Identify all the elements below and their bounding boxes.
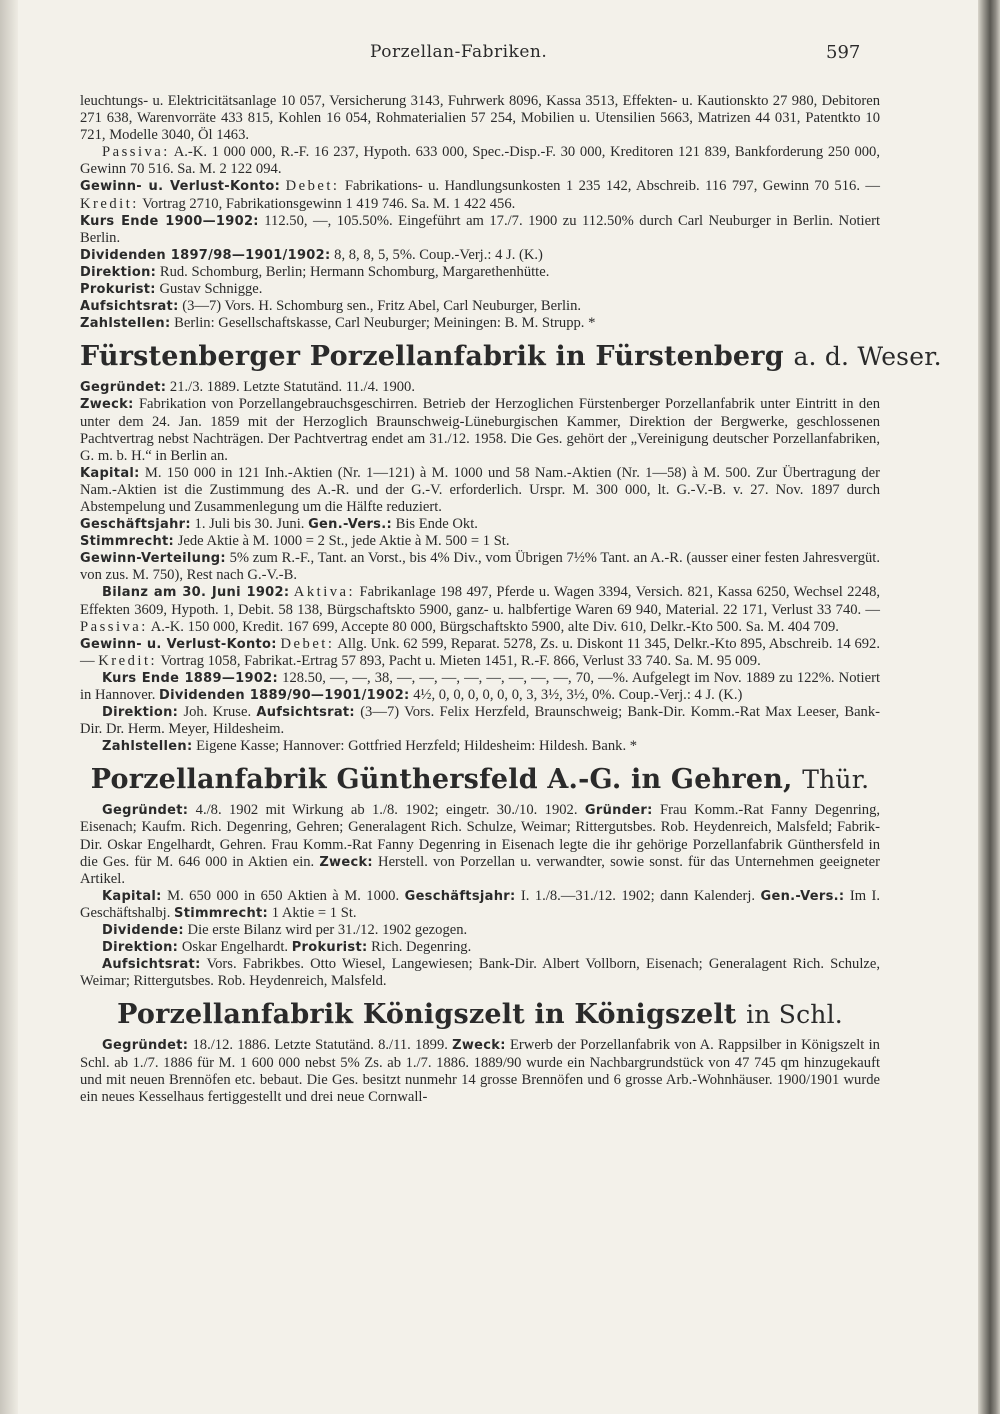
guv-debet-text: Fabrikations- u. Handlungsunkosten 1 235 142, Abschreib. 116 797, Gewinn 70 516. — xyxy=(344,178,880,195)
entry1-zahlstellen xyxy=(80,315,880,332)
gruender-label: Gründer: xyxy=(584,803,653,819)
prokurist-text: Rich. Degenring. xyxy=(371,939,472,956)
entry3-aufsichtsrat xyxy=(80,956,880,990)
entry1-aufsichtsrat xyxy=(80,298,880,315)
company-location: in Schl. xyxy=(746,1000,843,1030)
entry2-kurs xyxy=(80,670,880,704)
entry1-passiva xyxy=(80,144,880,178)
dividende-text: Die erste Bilanz wird per 31./12. 1902 gezogen. xyxy=(187,922,468,939)
entry1-guv xyxy=(80,178,880,212)
genvers-text: Im I. Geschäftshalbj. xyxy=(80,887,881,921)
ar-text: (3—7) Vors. Felix Herzfeld, Braunschweig; Bank-Dir. Komm.-Rat Max Leeser, Bank-Dir. Dr. Herm. Meyer, Hildesheim. xyxy=(80,704,881,738)
gegruendet-text: 4./8. 1902 mit Wirkung ab 1./8. 1902; eingetr. 30./10. 1902. xyxy=(195,802,578,819)
direktion-label: Direktion: xyxy=(80,264,157,280)
company-location: Thür. xyxy=(802,765,870,795)
company-heading-guenthersfeld xyxy=(80,763,880,797)
guv-label: Gewinn- u. Verlust-Konto: xyxy=(80,636,277,652)
zweck-label: Zweck: xyxy=(80,397,134,413)
zweck-text: Herstell. von Porzellan u. verwandter, sowie sonst. für das Unternehmen geeigneter Artikel. xyxy=(80,853,880,887)
passiva-label: Passiva: xyxy=(102,144,170,161)
entry2-zahlstellen xyxy=(80,738,880,755)
entry3-dividende xyxy=(80,922,880,939)
direktion-text: Oskar Engelhardt. xyxy=(181,939,289,956)
ar-text: Vors. Fabrikbes. Otto Wiesel, Langewiesen; Bank-Dir. Albert Vollborn, Eisenach; Generalagent Rich. Schulze, Weimar; Rittergutsbes. Rob. Heydenreich, Malsfeld. xyxy=(80,956,880,990)
passiva-text: A.-K. 1 000 000, R.-F. 16 237, Hypoth. 633 000, Spec.-Disp.-F. 30 000, Kreditoren 121 839, Bankforderung 250 000, Gewinn 70 516. Sa. M. 2 122 094. xyxy=(80,144,880,178)
entry1-aktiva-continuation: leuchtungs- u. Elektricitätsanlage 10 057, Versicherung 3143, Fuhrwerk 8096, Kassa 3513, Effekten- u. Kautionskto 27 980, Debitoren 271 638, Warenvorräte 433 815, Kohlen 16 054, Rohmaterialien 57 254, Mobilien u. Utensilien 5663, Matrizen 44 031, Patentkto 10 721, Modelle 3040, Öl 1463. xyxy=(80,93,880,144)
kurs-label: Kurs Ende 1889—1902: xyxy=(102,670,279,686)
company-location: a. d. Weser. xyxy=(793,342,942,372)
zahl-text: Eigene Kasse; Hannover: Gottfried Herzfeld; Hildesheim: Hildesh. Bank. * xyxy=(196,738,638,755)
entry2-kapital xyxy=(80,465,880,516)
zweck-text: Erwerb der Porzellanfabrik von A. Rappsilber in Königszelt in Schl. ab 1./7. 1886 für M. 1 600 000 nebst 5% Zs. ab 1./7. 1886. 1889/90 wurde ein Nachbargrundstück von 47 745 qm hinzugekauft und mit neuen Brennöfen etc. bebaut. Die Ges. besitzt nunmehr 14 grosse Brennöfen und 6 grosse Arb.-Wohnhäuser. 1900/1901 wurde ein neues Kesselhaus fertiggestellt und drei neue Cornwall- xyxy=(80,1037,880,1105)
company-name: Fürstenberger Porzellanfabrik in Fürstenberg xyxy=(80,341,784,373)
bilanz-label: Bilanz am 30. Juni 1902: xyxy=(102,585,290,601)
direktion-label: Direktion: xyxy=(102,940,179,956)
kapital-label: Kapital: xyxy=(80,465,140,481)
kapital-label: Kapital: xyxy=(102,888,162,904)
genvers-text: Bis Ende Okt. xyxy=(395,516,478,533)
guv-kredit-text: Vortrag 1058, Fabrikat.-Ertrag 57 893, Pacht u. Mieten 1451, R.-F. 866, Verlust 33 740. Sa. M. 95 009. xyxy=(160,652,761,669)
zahlstellen-label: Zahlstellen: xyxy=(80,316,171,332)
aufsichtsrat-text: (3—7) Vors. H. Schomburg sen., Fritz Abel, Carl Neuburger, Berlin. xyxy=(182,298,582,315)
entry3-direktion xyxy=(80,939,880,956)
entry2-guv xyxy=(80,636,880,670)
genvers-label: Gen.-Vers.: xyxy=(760,888,845,904)
company-name: Porzellanfabrik Günthersfeld A.-G. in Gehren, xyxy=(90,764,793,796)
entry1-kurs xyxy=(80,213,880,247)
kapital-text: M. 150 000 in 121 Inh.-Aktien (Nr. 1—121) à M. 1000 und 58 Nam.-Aktien (Nr. 1—58) à M. 500. Zur Übertragung der Nam.-Aktien ist die Zustimmung des A.-R. und der G.-V. erforderlich. Urspr. M. 300 000, lt. G.-V.-B. v. 27. Nov. 1897 durch Abstempelung und Zusammenlegung um die Hälfte reduziert. xyxy=(80,464,880,515)
entry3-gegruendet xyxy=(80,802,880,887)
ar-label: Aufsichtsrat: xyxy=(102,957,201,973)
gj-text: 1. Juli bis 30. Juni. xyxy=(194,516,305,533)
kurs-label: Kurs Ende 1900—1902: xyxy=(80,213,259,229)
prokurist-text: Gustav Schnigge. xyxy=(159,281,263,298)
guv-debet-label: Debet: xyxy=(285,178,340,195)
bilanz-aktiva-label: Aktiva: xyxy=(293,584,356,601)
guv-label: Gewinn- u. Verlust-Konto: xyxy=(80,179,281,195)
gj-label: Geschäftsjahr: xyxy=(404,888,516,904)
gegruendet-text: 18./12. 1886. Letzte Statutänd. 8./11. 1899. xyxy=(192,1037,448,1054)
entry2-gegruendet xyxy=(80,379,880,396)
guv-kredit-text: Vortrag 2710, Fabrikationsgewinn 1 419 746. Sa. M. 1 422 456. xyxy=(142,195,516,212)
prokurist-label: Prokurist: xyxy=(291,940,368,956)
gegruendet-text: 21./3. 1889. Letzte Statutänd. 11./4. 1900. xyxy=(169,379,415,396)
genvers-label: Gen.-Vers.: xyxy=(308,517,392,533)
direktion-text: Rud. Schomburg, Berlin; Hermann Schomburg, Margarethenhütte. xyxy=(159,263,550,280)
kapital-text: M. 650 000 in 650 Aktien à M. 1000. xyxy=(167,887,400,904)
bilanz-passiva-label: Passiva: xyxy=(80,618,148,635)
stimm-text: 1 Aktie = 1 St. xyxy=(271,904,357,921)
gegruendet-label: Gegründet: xyxy=(102,803,189,819)
gegruendet-label: Gegründet: xyxy=(102,1038,189,1054)
entry2-bilanz xyxy=(80,584,880,635)
stimm-label: Stimmrecht: xyxy=(174,905,269,921)
aufsichtsrat-label: Aufsichtsrat: xyxy=(80,299,179,315)
left-page-edge xyxy=(0,0,18,1414)
entry2-gewinnverteilung xyxy=(80,550,880,584)
direktion-label: Direktion: xyxy=(102,705,179,721)
entry4-gegruendet xyxy=(80,1037,880,1105)
div-text: 4½, 0, 0, 0, 0, 0, 0, 3, 3½, 3½, 0%. Coup.-Verj.: 4 J. (K.) xyxy=(413,687,743,703)
guv-debet-text: Allg. Unk. 62 599, Reparat. 5278, Zs. u. Diskont 11 345, Delkr.-Kto 895, Abschreib. 14 692. — xyxy=(80,635,880,669)
book-binding-shadow xyxy=(978,0,1000,1414)
gegruendet-label: Gegründet: xyxy=(80,380,167,396)
dividende-label: Dividende: xyxy=(102,923,184,939)
gj-label: Geschäftsjahr: xyxy=(80,517,191,533)
gruender-text: Frau Komm.-Rat Fanny Degenring, Eisenach; Kaufm. Rich. Degenring, Gehren; Generalagent Rich. Schulze, Weimar; Rittergutsbes. Rob. Heydenreich, Malsfeld; Fabrik-Dir. Oskar Engelhardt, Gehren. Frau Komm.-Rat Fanny Degenring in Eisenach legte die ihr gehörige Porzellanfabrik Günthersfeld in die Ges. für M. 646 000 in Aktien ein. xyxy=(80,802,881,870)
gewinnvert-label: Gewinn-Verteilung: xyxy=(80,551,226,567)
dividenden-text: 8, 8, 8, 5, 5%. Coup.-Verj.: 4 J. (K.) xyxy=(334,246,543,263)
kurs-text: 128.50, —, —, 38, —, —, —, —, —, —, —, —, 70, —%. Aufgelegt im Nov. 1889 zu 122%. Notiert in Hannover. xyxy=(80,669,880,703)
guv-kredit-label: Kredit: xyxy=(98,652,158,669)
bilanz-aktiva-text: Fabrikanlage 198 497, Pferde u. Wagen 3394, Versich. 821, Kassa 6250, Wechsel 2248, Effekten 3609, Hypoth. 1, Debit. 58 138, Bürgschaftskto 5900, ganz- u. halbfertige Waren 69 940, Material. 22 171, Verlust 33 740. — xyxy=(80,584,881,618)
ar-label: Aufsichtsrat: xyxy=(256,705,355,721)
gewinnvert-text: 5% zum R.-F., Tant. an Vorst., bis 4% Div., vom Übrigen 7½% Tant. an A.-R. (ausser einer festen Jahresvergüt. von zus. M. 750), Rest nach G.-V.-B. xyxy=(80,550,881,584)
page-body xyxy=(80,93,942,1106)
company-heading-koenigszelt xyxy=(80,998,880,1032)
kurs-text: 112.50, —, 105.50%. Eingeführt am 17./7. 1900 zu 112.50% durch Carl Neuburger in Berlin. Notiert Berlin. xyxy=(80,212,880,246)
entry2-zweck xyxy=(80,396,880,464)
dividenden-label: Dividenden 1897/98—1901/1902: xyxy=(80,247,331,263)
entry1-prokurist xyxy=(80,281,880,298)
bilanz-passiva-text: A.-K. 150 000, Kredit. 167 699, Accepte 80 000, Bürgschaftskto 5900, alte Div. 610, Delkr.-Kto 500. Sa. M. 404 709. xyxy=(150,618,839,635)
entry2-geschaeftsjahr xyxy=(80,516,880,533)
zweck-label: Zweck: xyxy=(319,854,373,870)
guv-kredit-label: Kredit: xyxy=(80,195,139,212)
direktion-text: Joh. Kruse. xyxy=(183,704,252,721)
stimm-text: Jede Aktie à M. 1000 = 2 St., jede Aktie à M. 500 = 1 St. xyxy=(177,533,510,550)
zweck-label: Zweck: xyxy=(452,1038,506,1054)
page-number: 597 xyxy=(826,42,861,63)
entry1-dividenden xyxy=(80,247,880,264)
running-head: Porzellan-Fabriken. xyxy=(370,42,548,62)
entry3-kapital xyxy=(80,888,880,922)
entry2-direktion xyxy=(80,704,880,738)
zweck-text: Fabrikation von Porzellangebrauchsgeschirren. Betrieb der Herzoglichen Fürstenberger Porzellanfabrik unter Eintritt in den unter dem 24. Jan. 1859 mit der Herzoglich Braunschweig-Lüneburgischen Kammer, Direktion der Bergwerke, geschlossenen Pachtvertrag nebst Nachträgen. Der Pachtvertrag endet am 31./12. 1958. Die Ges. gehört der „Vereinigung deutscher Porzellanfabriken, G. m. b. H.“ in Berlin an. xyxy=(80,396,880,464)
company-heading-fuerstenberg xyxy=(80,340,942,374)
zahlstellen-text: Berlin: Gesellschaftskasse, Carl Neuburger; Meiningen: B. M. Strupp. * xyxy=(174,315,596,332)
div-label: Dividenden 1889/90—1901/1902: xyxy=(159,688,410,703)
gj-text: I. 1./8.—31./12. 1902; dann Kalenderj. xyxy=(520,887,756,904)
zahl-label: Zahlstellen: xyxy=(102,739,193,755)
guv-debet-label: Debet: xyxy=(280,635,335,652)
entry2-stimmrecht xyxy=(80,533,880,550)
prokurist-label: Prokurist: xyxy=(80,282,156,298)
page-header xyxy=(0,42,1000,72)
entry1-direktion xyxy=(80,264,880,281)
stimm-label: Stimmrecht: xyxy=(80,534,175,550)
company-name: Porzellanfabrik Königszelt in Königszelt xyxy=(117,999,737,1031)
